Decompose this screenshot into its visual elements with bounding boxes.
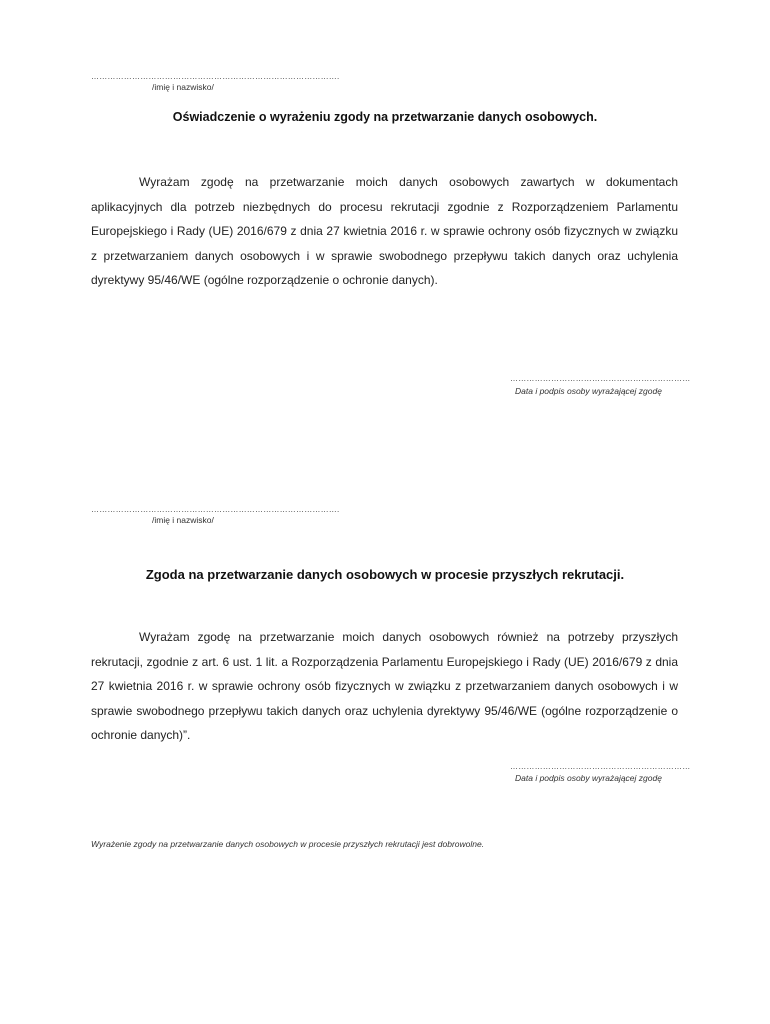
section-2-paragraph: Wyrażam zgodę na przetwarzanie moich danych osobowych również na potrzeby przyszłych rekrutacji, zgodnie z art. 6 ust. 1 lit. a Rozporządzenia Parlamentu Europejskiego i Rady (UE) 2016/679 z dnia 27 kwietnia 2016 r. w sprawie ochrony osób fizycznych w związku z przetwarzaniem danych osobowych i w sprawie swobodnego przepływu takich danych oraz uchylenia dyrektywy 95/46/WE (ogólne rozporządzenie o ochronie danych)”. [91, 630, 678, 742]
voluntary-consent-note: Wyrażenie zgody na przetwarzanie danych osobowych w procesie przyszłych rekrutacji jest dobrowolne. [91, 839, 485, 849]
section-1-body [91, 170, 678, 293]
signature-dotted-line-2: ………………………………………………………… [510, 762, 691, 771]
section-1-paragraph: Wyrażam zgodę na przetwarzanie moich danych osobowych zawartych w dokumentach aplikacyjnych dla potrzeb niezbędnych do procesu rekrutacji zgodnie z Rozporządzeniem Parlamentu Europejskiego i Rady (UE) 2016/679 z dnia 27 kwietnia 2016 r. w sprawie ochrony osób fizycznych w związku z przetwarzaniem danych osobowych i w sprawie swobodnego przepływu takich danych oraz uchylenia dyrektywy 95/46/WE (ogólne rozporządzenie o ochronie danych). [91, 175, 678, 287]
name-label-1: /imię i nazwisko/ [152, 82, 214, 92]
signature-dotted-line-1: ………………………………………………………… [510, 374, 691, 383]
name-label-2: /imię i nazwisko/ [152, 515, 214, 525]
signature-label-2: Data i podpis osoby wyrażającej zgodę [515, 773, 662, 783]
name-dotted-line-2: ………………………………………………………………………………. [91, 505, 340, 514]
section-2-title: Zgoda na przetwarzanie danych osobowych w procesie przyszłych rekrutacji. [145, 567, 625, 582]
section-2-body [91, 625, 678, 748]
name-dotted-line-1: ………………………………………………………………………………. [91, 72, 340, 81]
signature-label-1: Data i podpis osoby wyrażającej zgodę [515, 386, 662, 396]
section-1-title: Oświadczenie o wyrażeniu zgody na przetwarzanie danych osobowych. [172, 110, 598, 124]
